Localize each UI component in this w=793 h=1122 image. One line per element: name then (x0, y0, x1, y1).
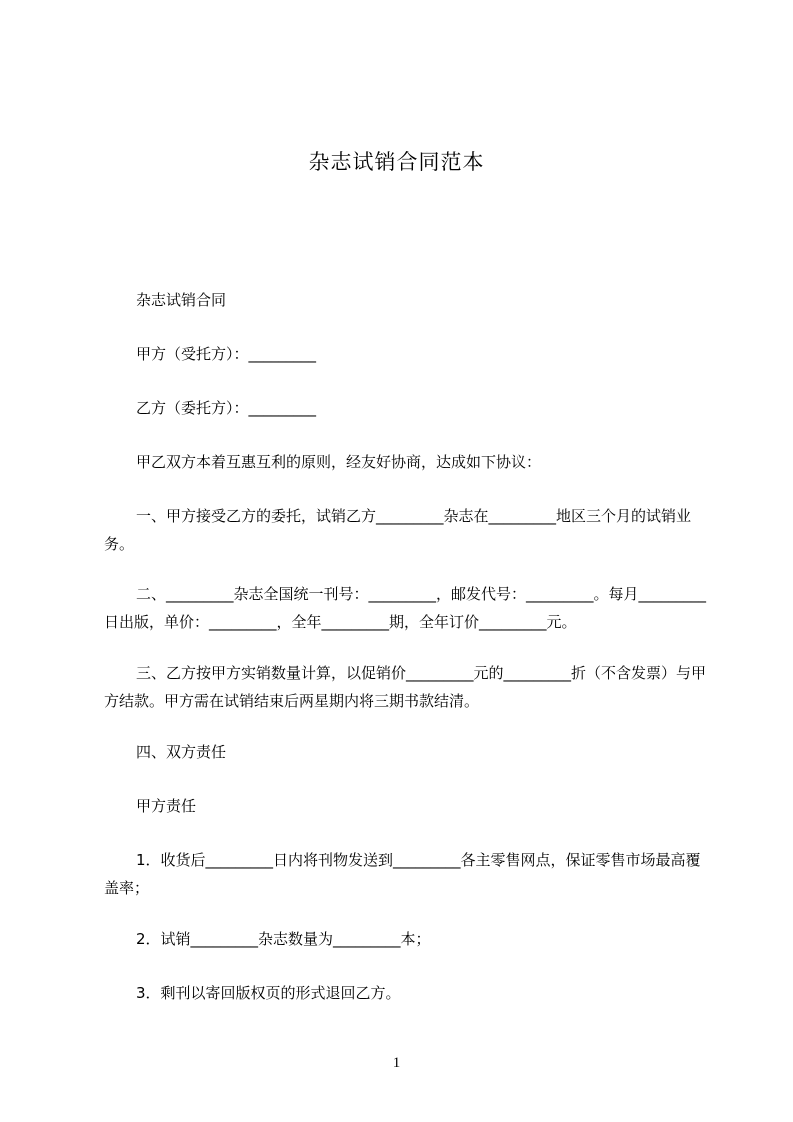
page-number: 1 (392, 1055, 401, 1071)
duty-item-1: 1．收货后_________日内将刊物发送到_________各主零售网点，保证零售市场最高覆盖率； (104, 851, 701, 897)
clause-2: 二、_________杂志全国统一刊号：_________，邮发代号：_________。每月_________日出版，单价：_________，全年_________期，全年订价_________元。 (104, 585, 707, 631)
duty-item-2: 2．试销_________杂志数量为_________本； (136, 930, 431, 948)
party-a-duties-heading: 甲方责任 (136, 797, 197, 815)
document-title: 杂志试销合同范本 (308, 150, 485, 174)
preamble-paragraph: 甲乙双方本着互惠互利的原则，经友好协商，达成如下协议： (136, 453, 542, 471)
clause-4-heading: 四、双方责任 (136, 743, 227, 761)
contract-heading: 杂志试销合同 (136, 291, 227, 309)
party-b-line: 乙方（委托方）：_________ (136, 399, 317, 417)
duty-item-3: 3．剩刊以寄回版权页的形式退回乙方。 (136, 984, 401, 1002)
clause-1: 一、甲方接受乙方的委托，试销乙方_________杂志在_________地区三个月的试销业务。 (104, 507, 692, 553)
clause-3: 三、乙方按甲方实销数量计算，以促销价_________元的_________折（不含发票）与甲方结款。甲方需在试销结束后两星期内将三期书款结清。 (104, 664, 707, 710)
party-a-line: 甲方（受托方）：_________ (136, 345, 317, 363)
